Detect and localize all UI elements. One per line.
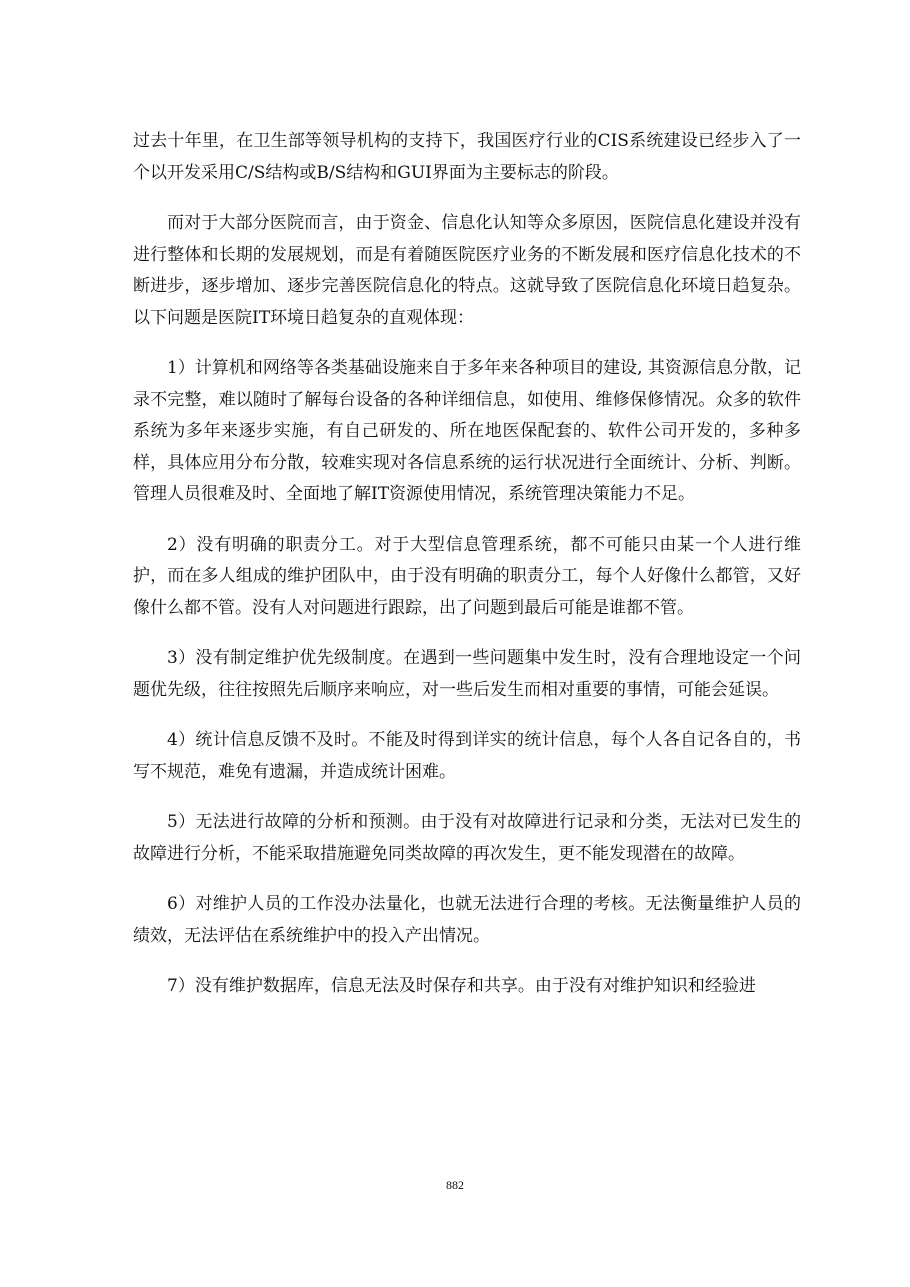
paragraph-7: 5）无法进行故障的分析和预测。由于没有对故障进行记录和分类，无法对已发生的故障进行分析，不能采取措施避免同类故障的再次发生，更不能发现潜在的故障。 [133, 812, 801, 864]
paragraph-5: 3）没有制定维护优先级制度。在遇到一些问题集中发生时，没有合理地设定一个问题优先级，往往按照先后顺序来响应，对一些后发生而相对重要的事情，可能会延误。 [133, 648, 801, 700]
paragraph-2: 而对于大部分医院而言，由于资金、信息化认知等众多原因，医院信息化建设并没有进行整体和长期的发展规划，而是有着随医院医疗业务的不断发展和医疗信息化技术的不断进步，逐步增加、逐步完善医院信息化的特点。这就导致了医院信息化环境日趋复杂。以下问题是医院IT环境日趋复杂的直观体现： [133, 213, 801, 328]
document-body [133, 126, 801, 1022]
paragraph-1: 过去十年里，在卫生部等领导机构的支持下，我国医疗行业的CIS系统建设已经步入了一个以开发采用C/S结构或B/S结构和GUI界面为主要标志的阶段。 [133, 131, 801, 183]
paragraph-9: 7）没有维护数据库，信息无法及时保存和共享。由于没有对维护知识和经验进 [167, 976, 756, 996]
paragraph-6: 4）统计信息反馈不及时。不能及时得到详实的统计信息，每个人各自记各自的，书写不规范，难免有遗漏，并造成统计困难。 [133, 730, 801, 782]
paragraph-3: 1）计算机和网络等各类基础设施来自于多年来各种项目的建设, 其资源信息分散，记录不完整，难以随时了解每台设备的各种详细信息，如使用、维修保修情况。众多的软件系统为多年来逐步实施，有自己研发的、所在地医保配套的、软件公司开发的，多种多样，具体应用分布分散，较难实现对各信息系统的运行状况进行全面统计、分析、判断。管理人员很难及时、全面地了解IT资源使用情况，系统管理决策能力不足。 [133, 358, 801, 504]
paragraph-4: 2）没有明确的职责分工。对于大型信息管理系统，都不可能只由某一个人进行维护，而在多人组成的维护团队中，由于没有明确的职责分工，每个人好像什么都管，又好像什么都不管。没有人对问题进行跟踪，出了问题到最后可能是谁都不管。 [133, 534, 801, 618]
paragraph-8: 6）对维护人员的工作没办法量化，也就无法进行合理的考核。无法衡量维护人员的绩效，无法评估在系统维护中的投入产出情况。 [133, 894, 801, 946]
page-number: 882 [446, 1178, 464, 1192]
